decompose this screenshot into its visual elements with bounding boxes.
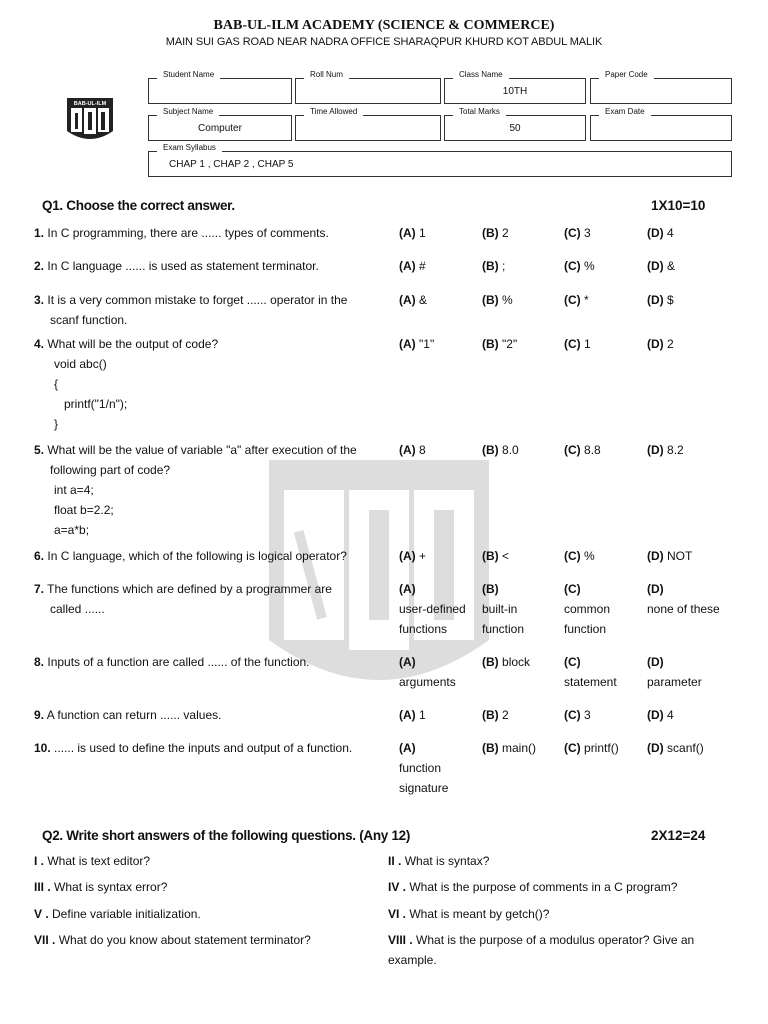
- option-letter: (B): [482, 582, 499, 596]
- q1-question-3-option-a[interactable]: [399, 290, 479, 310]
- q1-question-4: [34, 334, 374, 434]
- question-text-line: The functions which are defined by a programmer are: [47, 582, 332, 596]
- q1-question-3-option-d[interactable]: [647, 290, 727, 310]
- paper-code-field[interactable]: [590, 70, 732, 104]
- total-marks-value: 50: [509, 123, 521, 134]
- item-number: V .: [34, 907, 49, 921]
- q2-item-5: [34, 904, 374, 924]
- q1-question-1-option-b[interactable]: [482, 223, 562, 243]
- q1-question-10-option-c[interactable]: [564, 738, 644, 758]
- option-text: 2: [502, 226, 509, 240]
- time-allowed-label: Time Allowed: [304, 107, 363, 116]
- academy-logo: [66, 97, 114, 143]
- option-text: none of these: [647, 602, 720, 616]
- q1-question-6-option-a[interactable]: [399, 546, 479, 566]
- option-text: 4: [667, 226, 674, 240]
- q2-item-6: [388, 904, 728, 924]
- q1-question-8-option-c[interactable]: [564, 652, 644, 692]
- option-text: printf(): [584, 741, 619, 755]
- option-text: 3: [584, 226, 591, 240]
- question-text-line: printf("1/n");: [64, 397, 128, 411]
- option-letter: (B): [482, 259, 499, 273]
- question-number: 5.: [34, 443, 45, 457]
- question-number: 9.: [34, 708, 45, 722]
- student-name-label: Student Name: [157, 70, 220, 79]
- item-text: What is the purpose of comments in a C program?: [409, 880, 678, 894]
- option-text: &: [667, 259, 676, 273]
- option-text: 2: [502, 708, 509, 722]
- q2-marks: 2X12=24: [651, 828, 706, 843]
- item-text: What is the purpose of a modulus operator? Give an example.: [388, 933, 695, 967]
- question-text-line: What will be the output of code?: [47, 337, 219, 351]
- q1-title: Q1. Choose the correct answer.: [42, 198, 235, 213]
- q2-item-3: [34, 877, 374, 897]
- total-marks-label: Total Marks: [453, 107, 506, 116]
- item-number: III .: [34, 880, 51, 894]
- q1-question-2-option-c[interactable]: [564, 256, 644, 276]
- option-text: 8: [419, 443, 426, 457]
- q1-question-1-option-d[interactable]: [647, 223, 727, 243]
- option-letter: (D): [647, 293, 664, 307]
- option-text: 8.8: [584, 443, 601, 457]
- q1-question-2-option-a[interactable]: [399, 256, 479, 276]
- option-text: <: [502, 549, 510, 563]
- option-text: block: [502, 655, 531, 669]
- class-name-value: 10TH: [502, 86, 528, 97]
- question-text-line: In C language, which of the following is logical operator?: [47, 549, 347, 563]
- option-text: common function: [564, 602, 611, 636]
- question-number: 2.: [34, 259, 45, 273]
- option-text: statement: [564, 675, 617, 689]
- option-text: built-in function: [482, 602, 525, 636]
- q1-question-6-option-c[interactable]: [564, 546, 644, 566]
- question-text-line: called ......: [50, 602, 105, 616]
- item-number: VI .: [388, 907, 407, 921]
- q1-question-8-option-b[interactable]: [482, 652, 562, 672]
- q2-item-4: [388, 877, 728, 897]
- q1-question-6: [34, 546, 374, 566]
- option-text: +: [419, 549, 427, 563]
- item-number: VIII .: [388, 933, 413, 947]
- question-text-line: }: [54, 417, 59, 431]
- option-letter: (A): [399, 708, 416, 722]
- item-number: VII .: [34, 933, 56, 947]
- question-text-line: void abc(): [54, 357, 107, 371]
- option-text: %: [584, 259, 595, 273]
- exam-syllabus-field[interactable]: [148, 143, 732, 177]
- q1-question-7-option-b[interactable]: [482, 579, 562, 639]
- exam-syllabus-value: CHAP 1 , CHAP 2 , CHAP 5: [169, 159, 294, 170]
- q1-question-10: [34, 738, 374, 758]
- q1-question-10-option-a[interactable]: [399, 738, 479, 798]
- q1-question-3-option-c[interactable]: [564, 290, 644, 310]
- student-name-field[interactable]: [148, 70, 292, 104]
- option-letter: (D): [647, 582, 664, 596]
- option-text: 8.0: [502, 443, 519, 457]
- question-number: 4.: [34, 337, 45, 351]
- option-letter: (C): [564, 582, 581, 596]
- option-letter: (D): [647, 226, 664, 240]
- option-text: 1: [419, 226, 426, 240]
- q1-question-6-option-d[interactable]: [647, 546, 727, 566]
- question-number: 7.: [34, 582, 45, 596]
- q1-question-9-option-b[interactable]: [482, 705, 562, 725]
- q1-question-4-option-a[interactable]: [399, 334, 479, 354]
- option-letter: (A): [399, 443, 416, 457]
- question-text-line: float b=2.2;: [54, 503, 114, 517]
- question-text-line: a=a*b;: [54, 523, 90, 537]
- option-letter: (D): [647, 708, 664, 722]
- question-text-line: In C programming, there are ...... types of comments.: [47, 226, 329, 240]
- total-marks-field[interactable]: [444, 107, 586, 141]
- paper-code-label: Paper Code: [599, 70, 654, 79]
- option-text: user-defined functions: [399, 602, 466, 636]
- option-letter: (A): [399, 226, 416, 240]
- option-letter: (B): [482, 293, 499, 307]
- question-text-line: scanf function.: [50, 313, 128, 327]
- q1-question-8-option-a[interactable]: [399, 652, 479, 692]
- option-letter: (D): [647, 337, 664, 351]
- q1-question-3-option-b[interactable]: [482, 290, 562, 310]
- roll-num-field[interactable]: [295, 70, 441, 104]
- time-allowed-field[interactable]: [295, 107, 441, 141]
- question-number: 10.: [34, 741, 51, 755]
- option-letter: (B): [482, 443, 499, 457]
- item-text: What do you know about statement terminator?: [58, 933, 311, 947]
- q1-question-9-option-a[interactable]: [399, 705, 479, 725]
- option-text: main(): [502, 741, 537, 755]
- q1-question-5: [34, 440, 374, 540]
- option-text: 1: [419, 708, 426, 722]
- item-number: I .: [34, 854, 45, 868]
- option-text: scanf(): [667, 741, 704, 755]
- q1-question-1-option-c[interactable]: [564, 223, 644, 243]
- option-letter: (B): [482, 708, 499, 722]
- option-text: arguments: [399, 675, 456, 689]
- q2-item-2: [388, 851, 728, 871]
- option-letter: (C): [564, 708, 581, 722]
- q1-question-8: [34, 652, 374, 672]
- subject-name-field[interactable]: [148, 107, 292, 141]
- q1-question-3: [34, 290, 374, 330]
- q1-question-2-option-d[interactable]: [647, 256, 727, 276]
- option-letter: (C): [564, 549, 581, 563]
- option-letter: (C): [564, 226, 581, 240]
- q1-question-7-option-a[interactable]: [399, 579, 479, 639]
- q2-title: Q2. Write short answers of the following questions. (Any 12): [42, 828, 411, 843]
- option-letter: (A): [399, 655, 416, 669]
- option-letter: (D): [647, 549, 664, 563]
- option-letter: (B): [482, 655, 499, 669]
- q1-question-10-option-b[interactable]: [482, 738, 562, 758]
- option-letter: (C): [564, 443, 581, 457]
- option-letter: (A): [399, 582, 416, 596]
- class-name-label: Class Name: [453, 70, 509, 79]
- option-letter: (A): [399, 337, 416, 351]
- item-number: II .: [388, 854, 402, 868]
- q1-question-7-option-d[interactable]: [647, 579, 727, 619]
- exam-syllabus-label: Exam Syllabus: [157, 143, 222, 152]
- option-letter: (A): [399, 549, 416, 563]
- item-text: What is syntax?: [404, 854, 490, 868]
- question-number: 8.: [34, 655, 45, 669]
- q1-marks: 1X10=10: [651, 198, 706, 213]
- q1-question-6-option-b[interactable]: [482, 546, 562, 566]
- option-letter: (A): [399, 741, 416, 755]
- q2-item-8: [388, 930, 718, 970]
- subject-name-label: Subject Name: [157, 107, 219, 116]
- academy-name: BAB-UL-ILM ACADEMY (SCIENCE & COMMERCE): [213, 18, 555, 33]
- q1-question-2: [34, 256, 374, 276]
- option-text: parameter: [647, 675, 702, 689]
- q1-question-4-option-c[interactable]: [564, 334, 644, 354]
- question-text-line: What will be the value of variable "a" after execution of the: [47, 443, 357, 457]
- exam-date-field[interactable]: [590, 107, 732, 141]
- logo-text: BAB-UL-ILM: [73, 101, 107, 107]
- option-text: &: [419, 293, 428, 307]
- option-text: 1: [584, 337, 591, 351]
- class-name-field[interactable]: [444, 70, 586, 104]
- q1-question-9-option-c[interactable]: [564, 705, 644, 725]
- option-text: "2": [502, 337, 518, 351]
- option-text: #: [419, 259, 426, 273]
- option-text: ;: [502, 259, 506, 273]
- roll-num-label: Roll Num: [304, 70, 349, 79]
- option-letter: (B): [482, 549, 499, 563]
- option-text: 8.2: [667, 443, 684, 457]
- option-text: 2: [667, 337, 674, 351]
- option-letter: (D): [647, 443, 664, 457]
- exam-date-label: Exam Date: [599, 107, 651, 116]
- q1-question-10-option-d[interactable]: [647, 738, 727, 758]
- q1-question-2-option-b[interactable]: [482, 256, 562, 276]
- option-text: 4: [667, 708, 674, 722]
- option-text: %: [502, 293, 513, 307]
- item-number: IV .: [388, 880, 407, 894]
- academy-address: MAIN SUI GAS ROAD NEAR NADRA OFFICE SHARAQPUR KHURD KOT ABDUL MALIK: [165, 36, 603, 48]
- q1-question-4-option-b[interactable]: [482, 334, 562, 354]
- q1-question-5-option-a[interactable]: [399, 440, 479, 460]
- question-number: 6.: [34, 549, 45, 563]
- question-text-line: It is a very common mistake to forget ...... operator in the: [47, 293, 348, 307]
- option-letter: (B): [482, 226, 499, 240]
- subject-name-value: Computer: [198, 123, 242, 134]
- option-letter: (B): [482, 337, 499, 351]
- q1-question-1: [34, 223, 374, 243]
- option-letter: (C): [564, 337, 581, 351]
- item-text: What is syntax error?: [54, 880, 168, 894]
- option-text: %: [584, 549, 595, 563]
- q1-question-5-option-b[interactable]: [482, 440, 562, 460]
- option-text: function signature: [399, 761, 449, 795]
- option-text: "1": [419, 337, 435, 351]
- option-letter: (B): [482, 741, 499, 755]
- question-text-line: following part of code?: [50, 463, 171, 477]
- option-letter: (D): [647, 655, 664, 669]
- question-text-line: {: [54, 377, 59, 391]
- q1-question-5-option-c[interactable]: [564, 440, 644, 460]
- q1-question-7-option-c[interactable]: [564, 579, 644, 639]
- question-number: 3.: [34, 293, 45, 307]
- q1-question-7: [34, 579, 374, 619]
- q2-item-7: [34, 930, 374, 950]
- q1-question-9-option-d[interactable]: [647, 705, 727, 725]
- option-letter: (C): [564, 293, 581, 307]
- question-text-line: ...... is used to define the inputs and output of a function.: [54, 741, 353, 755]
- question-number: 1.: [34, 226, 45, 240]
- option-letter: (A): [399, 293, 416, 307]
- option-letter: (C): [564, 741, 581, 755]
- option-text: $: [667, 293, 674, 307]
- question-text-line: A function can return ...... values.: [46, 708, 222, 722]
- item-text: What is meant by getch()?: [409, 907, 550, 921]
- item-text: Define variable initialization.: [52, 907, 201, 921]
- q1-question-5-option-d[interactable]: [647, 440, 727, 460]
- question-text-line: In C language ...... is used as statement terminator.: [47, 259, 319, 273]
- option-letter: (D): [647, 741, 664, 755]
- question-text-line: Inputs of a function are called ...... of the function.: [47, 655, 310, 669]
- option-text: *: [584, 293, 589, 307]
- q1-question-8-option-d[interactable]: [647, 652, 727, 692]
- option-letter: (C): [564, 259, 581, 273]
- q2-item-1: [34, 851, 374, 871]
- option-letter: (A): [399, 259, 416, 273]
- option-text: 3: [584, 708, 591, 722]
- question-text-line: int a=4;: [54, 483, 94, 497]
- option-letter: (C): [564, 655, 581, 669]
- q1-question-1-option-a[interactable]: [399, 223, 479, 243]
- q1-question-4-option-d[interactable]: [647, 334, 727, 354]
- option-letter: (D): [647, 259, 664, 273]
- item-text: What is text editor?: [47, 854, 151, 868]
- q1-question-9: [34, 705, 374, 725]
- option-text: NOT: [667, 549, 693, 563]
